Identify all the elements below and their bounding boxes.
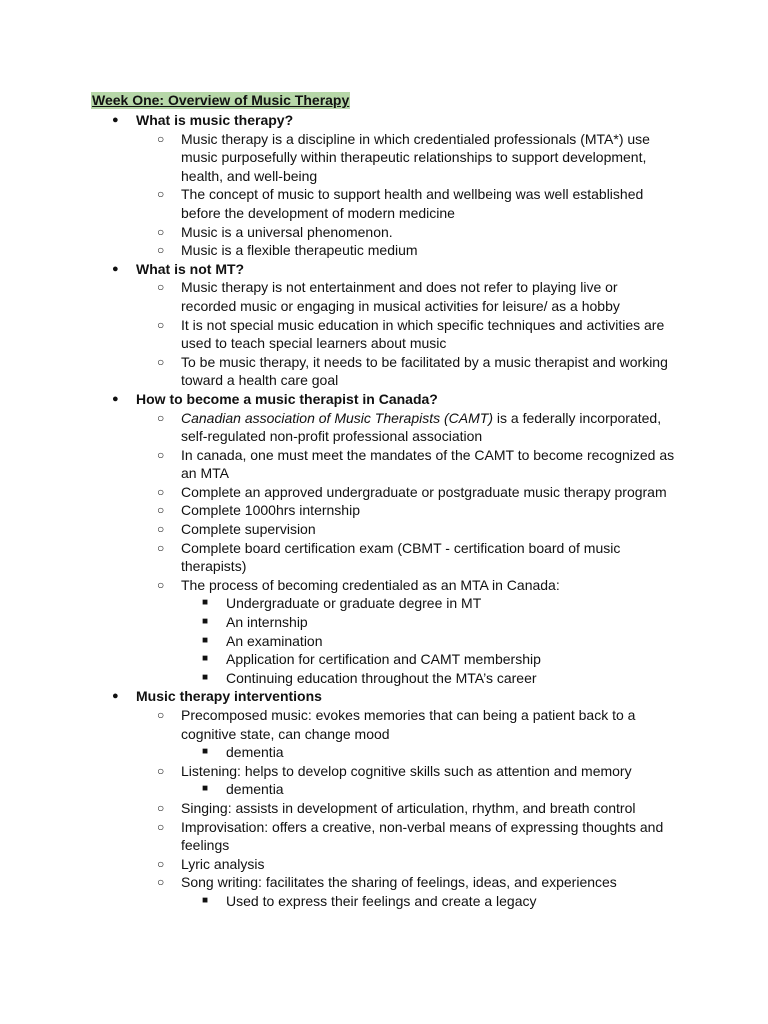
- list-item-camt: [136, 409, 675, 446]
- list-item: ○ Complete supervision: [136, 520, 675, 539]
- sub-item: ■ dementia: [181, 743, 675, 762]
- sub-item: ■ Used to express their feelings and create a legacy: [181, 892, 675, 911]
- list-item-songwriting: [136, 873, 675, 910]
- section-what-is-mt: [0, 111, 768, 260]
- list-item: ○ Music is a universal phenomenon.: [136, 223, 675, 242]
- outline-list: [0, 111, 768, 911]
- section-heading: ● How to become a music therapist in Canada?: [136, 390, 438, 407]
- section-what-is-not-mt: [0, 260, 768, 390]
- page-title: Week One: Overview of Music Therapy: [92, 92, 350, 108]
- section-heading: ● Music therapy interventions: [136, 688, 322, 705]
- list-item: ○ Complete an approved undergraduate or postgraduate music therapy program: [136, 483, 675, 502]
- section-heading: ● What is not MT?: [136, 260, 245, 277]
- list-item: ○ The concept of music to support health and wellbeing was well established before the development of modern medicine: [136, 185, 675, 222]
- list-item: ○ Complete 1000hrs internship: [136, 501, 675, 520]
- process-step: ■ Application for certification and CAMT membership: [181, 650, 675, 669]
- list-item: ○ Improvisation: offers a creative, non-verbal means of expressing thoughts and feelings: [136, 818, 675, 855]
- process-step: ■ An examination: [181, 632, 675, 651]
- camt-name: Canadian association of Music Therapists (CAMT): [181, 409, 494, 426]
- process-step: ■ An internship: [181, 613, 675, 632]
- process-label: The process of becoming credentialed as an MTA in Canada:: [181, 576, 560, 593]
- process-step: ■ Undergraduate or graduate degree in MT: [181, 594, 675, 613]
- list-item-precomposed: [136, 706, 675, 762]
- list-item: ○ In canada, one must meet the mandates of the CAMT to become recognized as an MTA: [136, 446, 675, 483]
- list-item: ○ Music therapy is a discipline in which credentialed professionals (MTA*) use music purposefully within therapeutic relationships to support development, health, and well-being: [136, 130, 675, 186]
- list-item: ○ To be music therapy, it needs to be facilitated by a music therapist and working toward a health care goal: [136, 353, 675, 390]
- process-step: ■ Continuing education throughout the MTA’s career: [181, 669, 675, 688]
- list-item: ○ Complete board certification exam (CBMT - certification board of music therapists): [136, 539, 675, 576]
- list-item-text: Listening: helps to develop cognitive skills such as attention and memory: [181, 762, 632, 779]
- list-item: ○ Music is a flexible therapeutic medium: [136, 241, 675, 260]
- list-item-process: [136, 576, 675, 688]
- list-item-text: Precomposed music: evokes memories that can being a patient back to a cognitive state, can change mood: [181, 707, 636, 742]
- sub-item: ■ dementia: [181, 780, 675, 799]
- camt-description: is a federally incorporated, self-regulated non-profit professional association: [181, 409, 662, 445]
- section-interventions: [0, 687, 768, 910]
- list-item-text: Song writing: facilitates the sharing of feelings, ideas, and experiences: [181, 874, 617, 891]
- list-item: ○ Lyric analysis: [136, 855, 675, 874]
- list-item-listening: [136, 762, 675, 799]
- section-heading: ● What is music therapy?: [136, 112, 294, 128]
- section-become-therapist: [0, 390, 768, 688]
- list-item: ○ Music therapy is not entertainment and does not refer to playing live or recorded music or engaging in musical activities for leisure/ as a hobby: [136, 278, 675, 315]
- list-item: ○ It is not special music education in which specific techniques and activities are used to teach special learners about music: [136, 316, 675, 353]
- list-item: ○ Singing: assists in development of articulation, rhythm, and breath control: [136, 799, 675, 818]
